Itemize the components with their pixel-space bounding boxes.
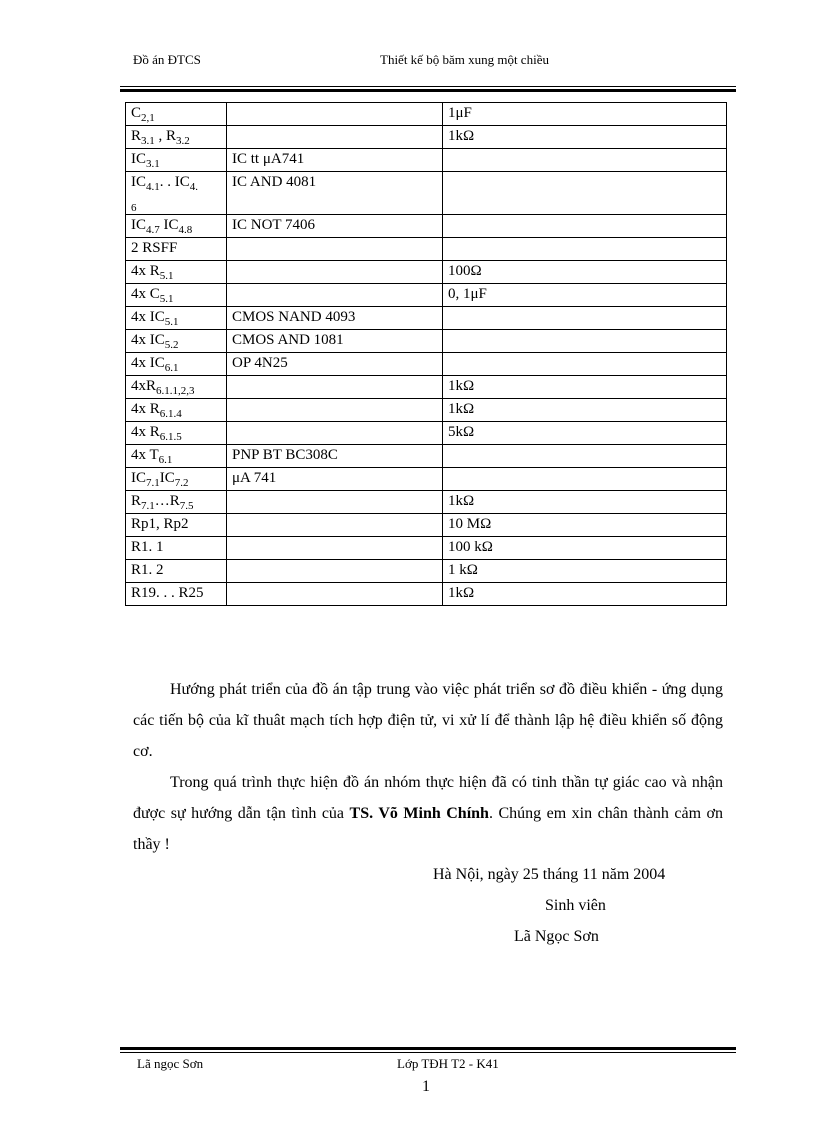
component-id-cell [126,422,227,445]
table-row [126,376,727,399]
component-subscript: 6.1.4 [159,408,182,420]
component-id-cell [126,126,227,149]
component-value [443,238,727,261]
component-value: 1kΩ [443,399,727,422]
component-subscript-2: 7.2 [174,477,189,489]
table-row [126,261,727,284]
component-id-cell [126,261,227,284]
table-row [126,284,727,307]
component-value [443,172,727,215]
component-subscript: 6.1 [158,454,173,466]
component-description: IC AND 4081 [227,172,443,215]
component-value [443,353,727,376]
component-value [443,468,727,491]
component-subscript: 6.1.5 [159,431,182,443]
component-id: C [131,105,142,121]
component-id-cell [126,537,227,560]
component-id: 4x R [131,424,160,440]
component-description [227,491,443,514]
table-row [126,126,727,149]
table-row [126,514,727,537]
component-id-cell [126,172,227,215]
component-subscript-2: 4. [189,181,198,193]
component-subscript-2: 3.2 [176,135,190,147]
header-rule-thick [120,89,736,92]
component-id-suffix: , R [154,128,177,144]
component-id-cell [126,560,227,583]
signature-name: Lã Ngọc Sơn [514,928,599,945]
component-value: 1kΩ [443,491,727,514]
component-description: PNP BT BC308C [227,445,443,468]
component-description [227,261,443,284]
signature-date: Hà Nội, ngày 25 tháng 11 năm 2004 [433,866,666,883]
table-row [126,353,727,376]
footer-author: Lã ngọc Sơn [137,1056,204,1071]
component-description [227,583,443,606]
component-value: 100 kΩ [443,537,727,560]
component-subscript-2: 4.8 [178,224,193,236]
component-id: R19. . . R25 [131,585,204,601]
table-row [126,560,727,583]
component-description [227,238,443,261]
component-subscript: 2,1 [141,112,155,124]
paragraph-acknowledgement [133,767,723,860]
component-subscript: 5.1 [159,293,174,305]
component-value: 1kΩ [443,376,727,399]
component-description [227,537,443,560]
component-id: 4x IC [131,355,165,371]
component-subscript: 6.1.1,2,3 [156,385,195,397]
component-value [443,149,727,172]
component-id-cell [126,353,227,376]
header-center-title: Thiết kế bộ băm xung một chiều [380,52,549,67]
header-left-title: Đồ án ĐTCS [133,52,201,67]
component-subscript: 7.1 [146,477,160,489]
paragraph-development-text: Hướng phát triển của đồ án tập trung vào việc phát triển sơ đồ điều khiển - ứng dụng các tiến bộ của kĩ thuât mạch tích hợp điện tử, vi xử lí để thành lập hệ điều khiển số động cơ. [133,681,723,760]
component-id: R1. 1 [131,539,164,555]
component-subscript-2: 7.5 [179,500,194,512]
components-table [125,102,727,606]
component-description [227,126,443,149]
component-id: 4x IC [131,332,165,348]
component-value: 10 MΩ [443,514,727,537]
table-row [126,422,727,445]
component-id: 4x R [131,401,160,417]
component-description: OP 4N25 [227,353,443,376]
component-subscript-wrap: 6 [131,202,137,214]
component-value: 1μF [443,103,727,126]
component-id-cell [126,514,227,537]
component-id: 4x R [131,263,160,279]
component-description: IC tt μA741 [227,149,443,172]
table-row [126,445,727,468]
table-row [126,238,727,261]
component-id-suffix: . . IC [159,174,190,190]
component-description [227,399,443,422]
component-subscript: 6.1 [164,362,179,374]
component-id: IC [131,174,146,190]
component-description [227,422,443,445]
component-value: 0, 1μF [443,284,727,307]
component-id-cell [126,215,227,238]
component-id: 4x C [131,286,160,302]
header-rule-thin [120,86,736,87]
table-row [126,468,727,491]
component-value: 100Ω [443,261,727,284]
component-id: 4xR [131,378,157,394]
table-row [126,149,727,172]
component-id: R [131,493,142,509]
component-subscript: 4.7 [146,224,160,236]
component-description [227,284,443,307]
component-id-cell [126,307,227,330]
component-id-cell [126,103,227,126]
component-description [227,560,443,583]
component-value: 5kΩ [443,422,727,445]
component-value [443,445,727,468]
component-id-suffix: IC [159,217,179,233]
component-id-cell [126,376,227,399]
footer-rule-thick [120,1047,736,1050]
component-id-cell [126,238,227,261]
table-row [126,330,727,353]
component-id-cell [126,583,227,606]
component-value: 1kΩ [443,126,727,149]
component-id-cell [126,399,227,422]
component-id: 4x IC [131,309,165,325]
component-id: R [131,128,142,144]
component-id: 2 RSFF [131,240,178,256]
table-row [126,103,727,126]
table-row [126,491,727,514]
table-row [126,307,727,330]
table-row [126,537,727,560]
component-id-cell [126,491,227,514]
table-row [126,399,727,422]
paragraph-development [133,674,723,767]
component-id: 4x T [131,447,159,463]
component-value [443,330,727,353]
component-id-cell [126,284,227,307]
page-number: 1 [422,1078,430,1095]
component-subscript: 7.1 [141,500,155,512]
component-subscript: 5.2 [164,339,179,351]
component-description [227,376,443,399]
component-description: IC NOT 7406 [227,215,443,238]
component-subscript: 3.1 [141,135,155,147]
component-subscript: 5.1 [164,316,179,328]
component-id: IC [131,470,146,486]
component-description: CMOS NAND 4093 [227,307,443,330]
component-id: Rp1, Rp2 [131,516,189,532]
component-id-suffix: IC [159,470,175,486]
component-value [443,307,727,330]
table-row [126,583,727,606]
table-row [126,215,727,238]
component-value: 1kΩ [443,583,727,606]
component-id-cell [126,149,227,172]
component-id-cell [126,445,227,468]
component-id: IC [131,151,146,167]
component-subscript: 3.1 [146,158,160,170]
footer-rule-thin [120,1052,736,1053]
component-description: CMOS AND 1081 [227,330,443,353]
component-id-cell [126,468,227,491]
ack-text-before: Trong quá trình thực hiện đồ án nhóm thực hiện đã có tinh thần tự giác cao và nhận được sự hướng dẫn tận tình của [133,774,723,822]
component-id: IC [131,217,146,233]
component-description [227,103,443,126]
component-description [227,514,443,537]
ack-text-after: . Chúng em xin chân thành cảm ơn thầy ! [133,805,723,853]
signature-role: Sinh viên [545,897,606,914]
footer-class: Lớp TĐH T2 - K41 [397,1056,499,1071]
component-subscript: 5.1 [159,270,174,282]
component-value: 1 kΩ [443,560,727,583]
table-row [126,172,727,215]
component-subscript: 4.1 [146,181,160,193]
component-id-cell [126,330,227,353]
component-value [443,215,727,238]
component-description: μA 741 [227,468,443,491]
component-id: R1. 2 [131,562,164,578]
component-id-suffix: …R [154,493,180,509]
advisor-name: TS. Võ Minh Chính [349,805,489,822]
